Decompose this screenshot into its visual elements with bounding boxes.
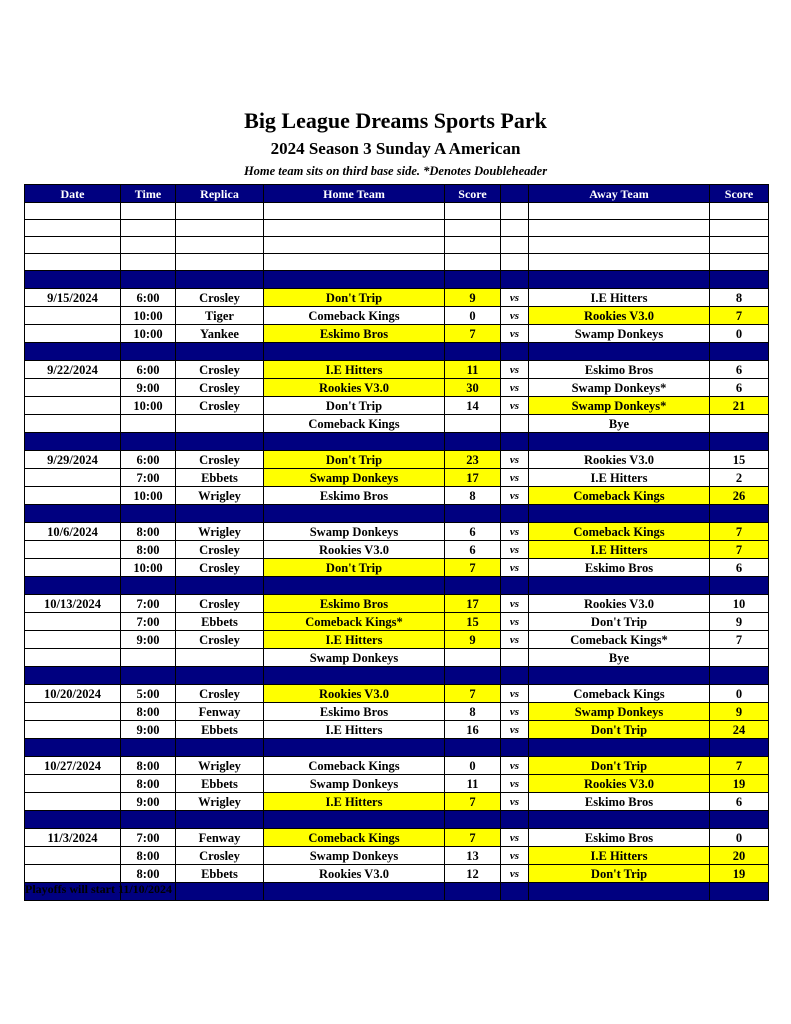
home-score: 9 [445, 631, 501, 649]
home-team: Eskimo Bros [264, 595, 445, 613]
home-score: 7 [445, 829, 501, 847]
game-time: 10:00 [121, 307, 176, 325]
col-away-score: Score [710, 185, 769, 203]
game-field: Crosley [176, 451, 264, 469]
game-time: 10:00 [121, 487, 176, 505]
col-replica: Replica [176, 185, 264, 203]
game-row [25, 721, 769, 739]
game-row [25, 829, 769, 847]
away-score: 20 [710, 847, 769, 865]
game-row [25, 289, 769, 307]
home-score: 0 [445, 307, 501, 325]
game-date [25, 613, 121, 631]
away-team: Comeback Kings [529, 523, 710, 541]
vs-label: vs [501, 541, 529, 559]
away-team: I.E Hitters [529, 541, 710, 559]
game-field: Crosley [176, 595, 264, 613]
away-team: Swamp Donkeys [529, 703, 710, 721]
away-team: Don't Trip [529, 757, 710, 775]
game-row [25, 613, 769, 631]
game-row [25, 793, 769, 811]
home-team: Rookies V3.0 [264, 865, 445, 883]
vs-label: vs [501, 721, 529, 739]
col-date: Date [25, 185, 121, 203]
game-row [25, 559, 769, 577]
home-team: Comeback Kings* [264, 613, 445, 631]
week-separator [25, 343, 769, 361]
vs-label: vs [501, 289, 529, 307]
game-field: Crosley [176, 847, 264, 865]
week-separator [25, 811, 769, 829]
vs-label: vs [501, 469, 529, 487]
week-separator [25, 271, 769, 289]
vs-label: vs [501, 775, 529, 793]
away-score: 7 [710, 307, 769, 325]
home-team: I.E Hitters [264, 361, 445, 379]
week-separator [25, 739, 769, 757]
game-row [25, 541, 769, 559]
home-team: Comeback Kings [264, 307, 445, 325]
vs-label: vs [501, 685, 529, 703]
home-team: Swamp Donkeys [264, 775, 445, 793]
away-team: Don't Trip [529, 721, 710, 739]
home-team: Rookies V3.0 [264, 685, 445, 703]
col-away-team: Away Team [529, 185, 710, 203]
game-row [25, 595, 769, 613]
away-score: 6 [710, 559, 769, 577]
vs-label: vs [501, 325, 529, 343]
away-team: Swamp Donkeys [529, 325, 710, 343]
vs-label: vs [501, 451, 529, 469]
home-score: 30 [445, 379, 501, 397]
game-row [25, 775, 769, 793]
playoffs-note: Playoffs will start 11/10/2024 [25, 882, 172, 896]
away-team: Eskimo Bros [529, 361, 710, 379]
game-field: Crosley [176, 541, 264, 559]
week-separator [25, 433, 769, 451]
game-date [25, 721, 121, 739]
away-score: 10 [710, 595, 769, 613]
away-team: I.E Hitters [529, 847, 710, 865]
week-separator [25, 667, 769, 685]
game-date [25, 847, 121, 865]
home-team: I.E Hitters [264, 631, 445, 649]
away-score [710, 415, 769, 433]
vs-label [501, 649, 529, 667]
col-time: Time [121, 185, 176, 203]
game-date [25, 487, 121, 505]
away-score: 0 [710, 325, 769, 343]
game-field: Wrigley [176, 487, 264, 505]
vs-label: vs [501, 397, 529, 415]
game-date: 10/13/2024 [25, 595, 121, 613]
game-time: 8:00 [121, 775, 176, 793]
game-row [25, 361, 769, 379]
game-field: Fenway [176, 829, 264, 847]
game-field: Wrigley [176, 523, 264, 541]
game-time: 10:00 [121, 325, 176, 343]
game-row [25, 523, 769, 541]
home-team: Comeback Kings [264, 829, 445, 847]
game-date [25, 307, 121, 325]
vs-label: vs [501, 559, 529, 577]
game-field: Crosley [176, 379, 264, 397]
home-score: 17 [445, 595, 501, 613]
home-score: 7 [445, 793, 501, 811]
game-time: 8:00 [121, 541, 176, 559]
season-subtitle: 2024 Season 3 Sunday A American [270, 139, 521, 158]
game-date [25, 793, 121, 811]
game-date [25, 775, 121, 793]
vs-label: vs [501, 307, 529, 325]
game-field: Crosley [176, 631, 264, 649]
game-time: 9:00 [121, 379, 176, 397]
home-score: 14 [445, 397, 501, 415]
game-time: 8:00 [121, 865, 176, 883]
away-team: Bye [529, 649, 710, 667]
away-team: Rookies V3.0 [529, 307, 710, 325]
game-time: 10:00 [121, 559, 176, 577]
vs-label: vs [501, 523, 529, 541]
schedule-body [25, 203, 769, 901]
home-score: 16 [445, 721, 501, 739]
home-score: 6 [445, 523, 501, 541]
game-time: 6:00 [121, 451, 176, 469]
game-date: 10/27/2024 [25, 757, 121, 775]
game-field: Ebbets [176, 865, 264, 883]
game-date [25, 379, 121, 397]
away-team: I.E Hitters [529, 289, 710, 307]
home-score: 13 [445, 847, 501, 865]
home-score: 7 [445, 325, 501, 343]
home-team: Eskimo Bros [264, 487, 445, 505]
blank-row [25, 237, 769, 254]
game-field: Crosley [176, 289, 264, 307]
game-field: Ebbets [176, 469, 264, 487]
vs-label: vs [501, 847, 529, 865]
away-score: 0 [710, 829, 769, 847]
game-field: Wrigley [176, 757, 264, 775]
week-separator [25, 577, 769, 595]
home-score: 0 [445, 757, 501, 775]
home-score: 17 [445, 469, 501, 487]
home-team: Swamp Donkeys [264, 523, 445, 541]
game-date [25, 415, 121, 433]
home-team: I.E Hitters [264, 793, 445, 811]
game-row [25, 757, 769, 775]
home-team: Rookies V3.0 [264, 541, 445, 559]
game-time [121, 649, 176, 667]
game-time: 9:00 [121, 721, 176, 739]
away-score: 24 [710, 721, 769, 739]
home-score: 7 [445, 559, 501, 577]
home-team: Don't Trip [264, 397, 445, 415]
game-time [121, 415, 176, 433]
away-score: 0 [710, 685, 769, 703]
game-date: 11/3/2024 [25, 829, 121, 847]
away-score: 19 [710, 865, 769, 883]
game-field: Crosley [176, 361, 264, 379]
away-team: Rookies V3.0 [529, 451, 710, 469]
home-team: Swamp Donkeys [264, 847, 445, 865]
game-row [25, 451, 769, 469]
game-date [25, 559, 121, 577]
game-date [25, 325, 121, 343]
blank-row [25, 220, 769, 237]
away-team: Comeback Kings [529, 685, 710, 703]
game-row [25, 325, 769, 343]
schedule-note: Home team sits on third base side. *Denotes Doubleheader [243, 164, 548, 178]
game-time: 7:00 [121, 469, 176, 487]
game-row [25, 847, 769, 865]
game-field: Crosley [176, 397, 264, 415]
vs-label: vs [501, 379, 529, 397]
game-date: 10/20/2024 [25, 685, 121, 703]
home-score [445, 649, 501, 667]
away-score: 7 [710, 523, 769, 541]
game-field: Crosley [176, 685, 264, 703]
game-row [25, 865, 769, 883]
game-field: Ebbets [176, 613, 264, 631]
home-score: 9 [445, 289, 501, 307]
game-field: Yankee [176, 325, 264, 343]
home-score: 11 [445, 361, 501, 379]
game-date [25, 541, 121, 559]
blank-row [25, 203, 769, 220]
game-time: 8:00 [121, 757, 176, 775]
game-time: 7:00 [121, 613, 176, 631]
vs-label: vs [501, 487, 529, 505]
game-date [25, 865, 121, 883]
game-row [25, 487, 769, 505]
game-field: Wrigley [176, 793, 264, 811]
game-date: 9/29/2024 [25, 451, 121, 469]
away-score: 9 [710, 703, 769, 721]
game-row [25, 703, 769, 721]
away-team: Don't Trip [529, 613, 710, 631]
home-team: Eskimo Bros [264, 703, 445, 721]
away-score: 21 [710, 397, 769, 415]
away-team: Eskimo Bros [529, 793, 710, 811]
home-score: 11 [445, 775, 501, 793]
game-time: 6:00 [121, 361, 176, 379]
home-team: Rookies V3.0 [264, 379, 445, 397]
game-row [25, 649, 769, 667]
game-date: 10/6/2024 [25, 523, 121, 541]
vs-label: vs [501, 361, 529, 379]
vs-label: vs [501, 703, 529, 721]
vs-label [501, 415, 529, 433]
away-score: 26 [710, 487, 769, 505]
game-field: Crosley [176, 559, 264, 577]
game-time: 8:00 [121, 523, 176, 541]
game-row [25, 379, 769, 397]
away-team: Rookies V3.0 [529, 775, 710, 793]
home-team: Don't Trip [264, 559, 445, 577]
home-team: Swamp Donkeys [264, 649, 445, 667]
blank-row [25, 254, 769, 271]
week-separator [25, 505, 769, 523]
away-score: 2 [710, 469, 769, 487]
game-field: Tiger [176, 307, 264, 325]
away-score: 7 [710, 757, 769, 775]
away-score: 6 [710, 379, 769, 397]
home-team: Don't Trip [264, 451, 445, 469]
away-score: 7 [710, 631, 769, 649]
away-team: Swamp Donkeys* [529, 379, 710, 397]
game-date [25, 703, 121, 721]
away-score: 6 [710, 793, 769, 811]
game-row [25, 685, 769, 703]
game-date [25, 397, 121, 415]
game-time: 8:00 [121, 703, 176, 721]
home-score: 6 [445, 541, 501, 559]
home-team: Swamp Donkeys [264, 469, 445, 487]
game-date [25, 649, 121, 667]
col-home-team: Home Team [264, 185, 445, 203]
col-vs [501, 185, 529, 203]
game-time: 7:00 [121, 829, 176, 847]
game-time: 6:00 [121, 289, 176, 307]
page-title: Big League Dreams Sports Park [244, 108, 547, 133]
col-home-score: Score [445, 185, 501, 203]
game-field: Ebbets [176, 775, 264, 793]
away-team: Comeback Kings* [529, 631, 710, 649]
away-team: Eskimo Bros [529, 829, 710, 847]
home-score: 8 [445, 487, 501, 505]
vs-label: vs [501, 865, 529, 883]
home-score: 8 [445, 703, 501, 721]
game-field [176, 649, 264, 667]
game-time: 9:00 [121, 793, 176, 811]
home-team: Don't Trip [264, 289, 445, 307]
vs-label: vs [501, 631, 529, 649]
home-score: 12 [445, 865, 501, 883]
game-field [176, 415, 264, 433]
home-score: 15 [445, 613, 501, 631]
home-score: 7 [445, 685, 501, 703]
game-date [25, 469, 121, 487]
game-time: 5:00 [121, 685, 176, 703]
away-team: Bye [529, 415, 710, 433]
game-date: 9/22/2024 [25, 361, 121, 379]
game-row [25, 307, 769, 325]
home-team: Eskimo Bros [264, 325, 445, 343]
away-team: Don't Trip [529, 865, 710, 883]
game-row [25, 415, 769, 433]
away-team: I.E Hitters [529, 469, 710, 487]
home-team: Comeback Kings [264, 757, 445, 775]
away-team: Rookies V3.0 [529, 595, 710, 613]
game-field: Ebbets [176, 721, 264, 739]
game-time: 10:00 [121, 397, 176, 415]
away-score: 8 [710, 289, 769, 307]
game-time: 7:00 [121, 595, 176, 613]
game-date: 9/15/2024 [25, 289, 121, 307]
home-team: Comeback Kings [264, 415, 445, 433]
away-score: 15 [710, 451, 769, 469]
game-date [25, 631, 121, 649]
vs-label: vs [501, 613, 529, 631]
home-team: I.E Hitters [264, 721, 445, 739]
away-score: 9 [710, 613, 769, 631]
vs-label: vs [501, 757, 529, 775]
away-score: 7 [710, 541, 769, 559]
away-score [710, 649, 769, 667]
game-row [25, 397, 769, 415]
vs-label: vs [501, 829, 529, 847]
game-time: 9:00 [121, 631, 176, 649]
game-field: Fenway [176, 703, 264, 721]
game-time: 8:00 [121, 847, 176, 865]
game-row [25, 631, 769, 649]
vs-label: vs [501, 793, 529, 811]
away-team: Eskimo Bros [529, 559, 710, 577]
home-score [445, 415, 501, 433]
away-score: 19 [710, 775, 769, 793]
home-score: 23 [445, 451, 501, 469]
schedule-table [24, 184, 769, 901]
vs-label: vs [501, 595, 529, 613]
away-team: Swamp Donkeys* [529, 397, 710, 415]
game-row [25, 469, 769, 487]
away-score: 6 [710, 361, 769, 379]
away-team: Comeback Kings [529, 487, 710, 505]
header-row [25, 185, 769, 203]
